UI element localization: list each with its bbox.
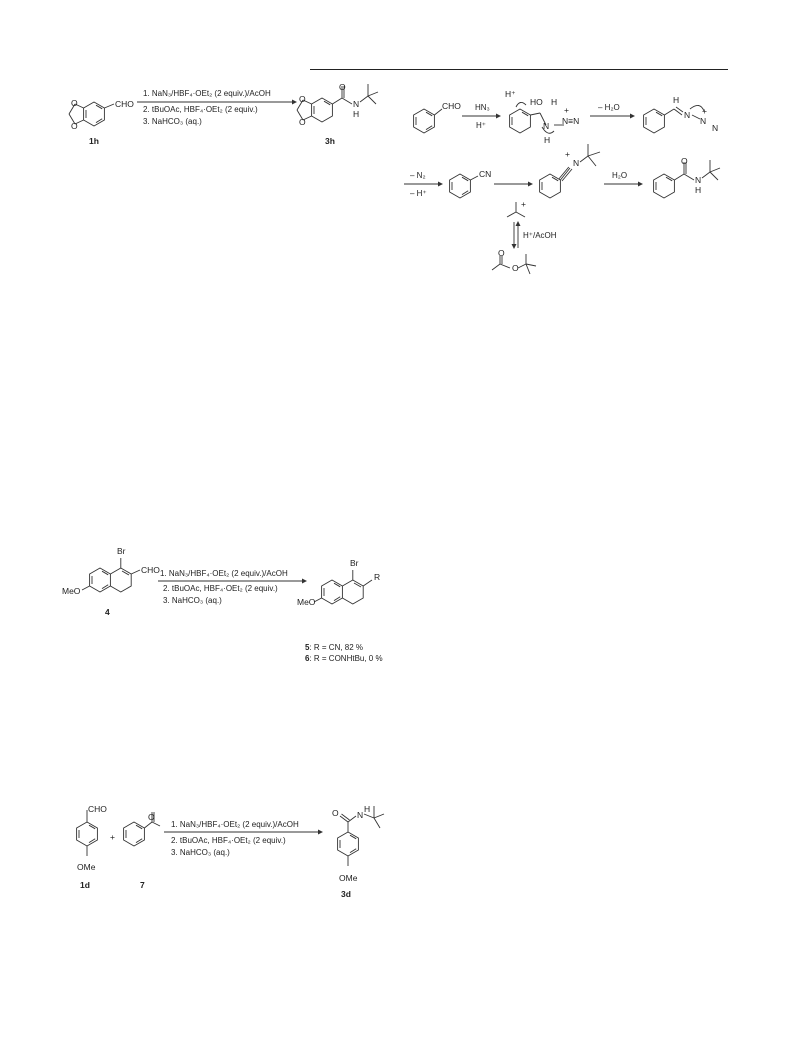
condition-2: 2. tBuOAc, HBF₄·OEt₂ (2 equiv.) [163, 584, 278, 593]
step-proton-loss: – H⁺ [410, 189, 427, 198]
mechanism-scheme [0, 0, 789, 300]
n-label: N [543, 121, 550, 131]
plus-sign: + [110, 832, 115, 842]
ring-o-top: O [299, 94, 306, 104]
compound-label-5: 5 [305, 643, 310, 652]
compound-label-1d: 1d [80, 880, 90, 890]
amide-n: N [357, 810, 364, 820]
condition-1: 1. NaN₃/HBF₄·OEt₂ (2 equiv.)/AcOH [171, 820, 299, 829]
methoxy-label: OMe [339, 873, 358, 883]
step-water-loss: – H₂O [598, 103, 620, 112]
h-label: H [673, 95, 680, 105]
plus-label: + [564, 105, 569, 115]
condition-2: 2. tBuOAc, HBF₄·OEt₂ (2 equiv.) [171, 836, 286, 845]
ring-o-top: O [71, 98, 78, 108]
equilibrium-condition: H⁺/AcOH [523, 231, 557, 240]
bromo-label: Br [117, 546, 126, 556]
r-group: R [374, 572, 381, 582]
compound-label-3h: 3h [325, 136, 335, 146]
cho-group: CHO [442, 101, 461, 111]
h-label: H [551, 97, 558, 107]
ho-label: HO [530, 97, 543, 107]
result-row [305, 653, 425, 664]
result-row [305, 642, 425, 653]
hplus-label: H⁺ [505, 89, 516, 99]
anisaldehyde [77, 810, 98, 856]
bromo-label: Br [350, 558, 359, 568]
methoxy-label: OMe [77, 862, 96, 872]
cho-group: CHO [141, 565, 160, 575]
condition-1: 1. NaN₃/HBF₄·OEt₂ (2 equiv.)/AcOH [160, 569, 288, 578]
azide-n-terminal: N [712, 123, 719, 133]
reagent-hplus: H⁺ [476, 121, 486, 130]
ketone-o: O [148, 812, 155, 822]
result-text: : R = CONHtBu, 0 % [309, 654, 383, 663]
reagent-hn3: HN₃ [475, 103, 490, 112]
result-text: : R = CN, 82 % [309, 643, 364, 652]
nitrile-group: CN [479, 169, 492, 179]
compound-label-3d: 3d [341, 889, 351, 899]
compound-label-6: 6 [305, 654, 310, 663]
azide-n: N [700, 116, 707, 126]
cho-group: CHO [115, 99, 134, 109]
ring-o-bottom: O [299, 117, 306, 127]
n-chain-label: N≡N [562, 116, 580, 126]
methoxy-label: MeO [62, 586, 81, 596]
ester-carbonyl-o: O [498, 248, 505, 258]
condition-1: 1. NaN₃/HBF₄·OEt₂ (2 equiv.)/AcOH [143, 89, 271, 98]
compound-label-1h: 1h [89, 136, 99, 146]
cho-group: CHO [88, 804, 107, 814]
iminium-n: N [684, 110, 691, 120]
carbonyl-o: O [339, 82, 346, 92]
plus-label: + [702, 106, 707, 116]
amide-o: O [681, 156, 688, 166]
dihydronaphthalene-reactant [82, 558, 140, 592]
step-n2-loss: – N₂ [410, 171, 426, 180]
amide-o: O [332, 808, 339, 818]
condition-3: 3. NaHCO₃ (aq.) [171, 848, 230, 857]
dihydronaphthalene-product [314, 570, 372, 604]
condition-2: 2. tBuOAc, HBF₄·OEt₂ (2 equiv.) [143, 105, 258, 114]
benzaldehyde [414, 109, 442, 133]
cation-plus: + [521, 199, 526, 209]
methoxy-label: MeO [297, 597, 316, 607]
compound-label-4: 4 [105, 607, 110, 617]
scheme-3 [0, 790, 789, 910]
amide-n: N [695, 175, 702, 185]
amide-h: H [353, 109, 360, 119]
scheme-2-results [305, 642, 425, 664]
nh-label: H [544, 135, 551, 145]
step-hydrolysis: H₂O [612, 171, 628, 180]
amide-h: H [364, 804, 371, 814]
amide-n: N [353, 99, 360, 109]
hemiaminal-intermediate [510, 102, 564, 133]
condition-3: 3. NaHCO₃ (aq.) [163, 596, 222, 605]
condition-3: 3. NaHCO₃ (aq.) [143, 117, 202, 126]
ring-o-bottom: O [71, 121, 78, 131]
nitrilium-plus: + [565, 149, 570, 159]
amide-h: H [695, 185, 702, 195]
nitrilium-n: N [573, 158, 580, 168]
compound-label-7: 7 [140, 880, 145, 890]
benzonitrile [450, 174, 478, 198]
ester-alkoxy-o: O [512, 263, 519, 273]
iminium-azide [644, 105, 707, 133]
